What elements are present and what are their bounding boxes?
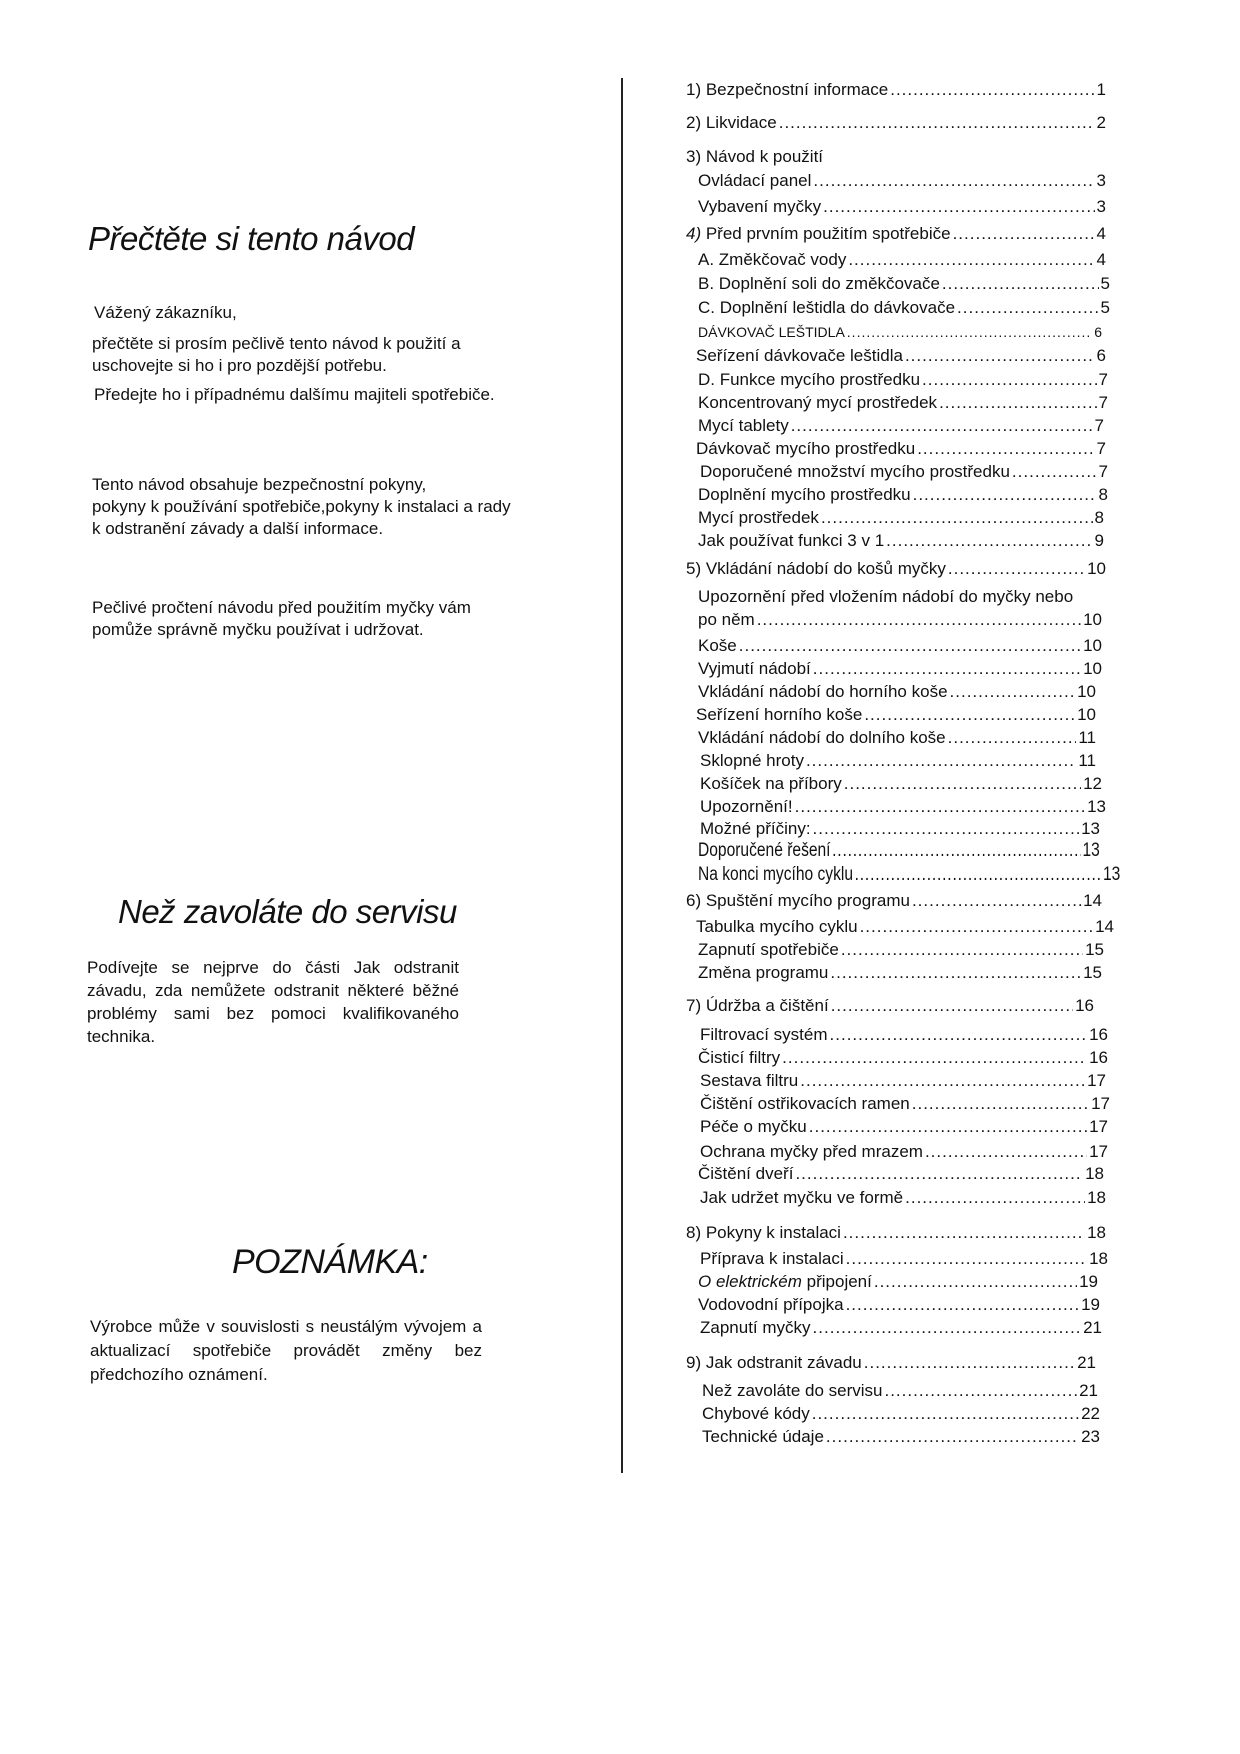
toc-entry-label: 2) Likvidace <box>686 113 777 132</box>
toc-leader-dots <box>795 797 1085 817</box>
intro-line: přečtěte si prosím pečlivě tento návod k použití a <box>92 334 461 353</box>
toc-entry <box>698 1272 1098 1292</box>
toc-leader-dots <box>953 224 1095 244</box>
toc-leader-dots <box>948 559 1085 579</box>
toc-entry-label: A. Změkčovač vody <box>698 250 847 269</box>
toc-entry-label: Filtrovací systém <box>700 1025 828 1044</box>
toc-entry-label: O elektrickém připojení <box>698 1272 872 1291</box>
toc-page-number: 23 <box>1081 1427 1100 1446</box>
toc-leader-dots <box>813 659 1081 679</box>
toc-leader-dots <box>800 1071 1085 1091</box>
toc-page-number: 7 <box>1094 416 1104 435</box>
careful-line: Pečlivé pročtení návodu před použitím myčky vám <box>92 598 471 617</box>
toc-leader-dots <box>847 322 1092 342</box>
toc-leader-dots <box>905 346 1095 366</box>
toc-entry-label: Čisticí filtry <box>698 1048 781 1067</box>
toc-leader-dots <box>950 682 1076 702</box>
toc-leader-dots <box>831 996 1073 1016</box>
toc-entry-label: DÁVKOVAČ LEŠTIDLA <box>698 324 845 340</box>
toc-page-number: 13 <box>1081 819 1100 838</box>
toc-leader-dots <box>1012 462 1097 482</box>
toc-page-number: 5 <box>1100 274 1110 293</box>
toc-entry <box>700 1318 1102 1338</box>
toc-leader-dots <box>846 1249 1087 1269</box>
pass-on-paragraph: Předejte ho i případnému dalšímu majiteli spotřebiče. <box>94 385 495 404</box>
toc-entry <box>700 1094 1110 1114</box>
toc-entry-label: Sestava filtru <box>700 1071 799 1090</box>
toc-page-number: 17 <box>1091 1094 1110 1113</box>
toc-entry-label: Technické údaje <box>702 1427 824 1446</box>
toc-page-number: 17 <box>1087 1071 1106 1090</box>
toc-entry-label: Vkládání nádobí do horního koše <box>698 682 948 701</box>
before-service-heading: Než zavoláte do servisu <box>118 893 457 930</box>
contents-line: k odstranění závady a další informace. <box>92 519 384 538</box>
toc-entry <box>686 80 1106 100</box>
toc-entry <box>698 197 1106 217</box>
toc-page-number: 3 <box>1096 171 1106 190</box>
toc-leader-dots <box>846 1295 1080 1315</box>
toc-entry <box>698 322 1102 342</box>
toc-entry <box>696 917 1114 937</box>
toc-entry <box>698 1295 1100 1315</box>
toc-entry <box>698 841 1100 861</box>
toc-leader-dots <box>942 274 1099 294</box>
toc-page-number: 6 <box>1094 324 1102 340</box>
note-paragraph: Výrobce může v souvislosti s neustálým vývojem a aktualizací spotřebiče provádět změny bez předchozího oznámení. <box>90 1317 482 1384</box>
toc-entry-label: 8) Pokyny k instalaci <box>686 1223 841 1242</box>
toc-entry <box>698 636 1102 656</box>
toc-entry-label: 3) Návod k použití <box>686 147 824 166</box>
toc-page-number: 17 <box>1089 1117 1108 1136</box>
toc-entry <box>702 1381 1098 1401</box>
toc-entry <box>698 485 1108 505</box>
toc-leader-dots <box>884 1381 1077 1401</box>
toc-entry <box>686 113 1106 133</box>
toc-entry-label: D. Funkce mycího prostředku <box>698 370 921 389</box>
toc-entry-label: 5) Vkládání nádobí do košů myčky <box>686 559 946 578</box>
toc-leader-dots <box>917 439 1094 459</box>
toc-page-number: 16 <box>1089 1048 1108 1067</box>
toc-page-number: 11 <box>1078 751 1096 770</box>
toc-page-number: 13 <box>1082 840 1100 861</box>
toc-leader-dots <box>848 250 1094 270</box>
read-manual-heading: Přečtěte si tento návod <box>88 220 415 257</box>
toc-leader-dots <box>841 940 1083 960</box>
toc-page-number: 10 <box>1077 705 1096 724</box>
toc-entry-label: Chybové kódy <box>702 1404 810 1423</box>
toc-leader-dots <box>795 1164 1083 1184</box>
toc-entry <box>686 996 1094 1016</box>
toc-entry-label: Možné příčiny: <box>700 819 811 838</box>
toc-entry <box>700 1188 1106 1208</box>
toc-page-number: 15 <box>1083 963 1102 982</box>
toc-entry <box>698 250 1106 270</box>
careful-reading-paragraph <box>92 597 471 641</box>
toc-entry-label: Doporučené množství mycího prostředku <box>700 462 1010 481</box>
toc-entry <box>698 416 1104 436</box>
toc-leader-dots <box>860 917 1094 937</box>
toc-entry <box>700 774 1102 794</box>
toc-leader-dots <box>957 298 1098 318</box>
toc-page-number: 5 <box>1100 298 1110 317</box>
contents-line: pokyny k používání spotřebiče,pokyny k instalaci a rady <box>92 497 511 516</box>
toc-entry <box>700 751 1096 771</box>
toc-entry-label: Upozornění před vložením nádobí do myčky nebo <box>698 587 1074 606</box>
toc-entry-label: Dávkovač mycího prostředku <box>696 439 916 458</box>
toc-entry <box>700 1025 1108 1045</box>
toc-page-number: 10 <box>1083 636 1102 655</box>
toc-entry <box>698 370 1108 390</box>
toc-entry <box>698 1048 1108 1068</box>
toc-entry <box>698 659 1102 679</box>
toc-leader-dots <box>809 1117 1087 1137</box>
toc-page-number: 10 <box>1083 610 1102 629</box>
toc-page-number: 19 <box>1079 1272 1098 1291</box>
toc-leader-dots <box>813 1318 1082 1338</box>
toc-page-number: 10 <box>1077 682 1096 701</box>
toc-leader-dots <box>779 113 1095 133</box>
toc-leader-dots <box>912 1094 1089 1114</box>
toc-entry-label: 7) Údržba a čištění <box>686 996 829 1015</box>
toc-entry-label: Čištění dveří <box>698 1164 794 1183</box>
toc-page-number: 2 <box>1096 113 1106 132</box>
toc-entry-label: Koncentrovaný mycí prostředek <box>698 393 938 412</box>
toc-entry <box>698 963 1102 983</box>
toc-entry-label-italic: O elektrickém <box>698 1272 802 1291</box>
toc-entry-label: Na konci mycího cyklu <box>698 864 853 885</box>
toc-entry <box>698 587 1073 607</box>
toc-leader-dots <box>813 819 1080 839</box>
toc-entry <box>698 298 1110 318</box>
toc-leader-dots <box>864 1353 1075 1373</box>
toc-leader-dots <box>823 197 1094 217</box>
toc-leader-dots <box>826 1427 1079 1447</box>
toc-page-number: 7 <box>1096 439 1106 458</box>
contents-paragraph <box>92 474 511 540</box>
toc-entry <box>698 171 1106 191</box>
toc-page-number: 7 <box>1098 370 1108 389</box>
toc-entry-label: Než zavoláte do servisu <box>702 1381 883 1400</box>
toc-entry <box>700 1142 1108 1162</box>
toc-page-number: 14 <box>1083 891 1102 910</box>
toc-entry-label: Vyjmutí nádobí <box>698 659 811 678</box>
toc-page-number: 10 <box>1087 559 1106 578</box>
toc-leader-dots <box>922 370 1097 390</box>
toc-page-number: 22 <box>1081 1404 1100 1423</box>
toc-page-number: 4 <box>1096 224 1106 243</box>
toc-entry <box>698 1164 1104 1184</box>
toc-leader-dots <box>912 891 1081 911</box>
toc-page-number: 8 <box>1098 485 1108 504</box>
toc-page-number: 18 <box>1085 1164 1104 1183</box>
note-heading: POZNÁMKA: <box>232 1243 428 1281</box>
toc-entry-label: Zapnutí myčky <box>700 1318 811 1337</box>
toc-leader-dots <box>948 728 1077 748</box>
toc-entry <box>698 610 1102 630</box>
toc-entry-label: Čištění ostřikovacích ramen <box>700 1094 910 1113</box>
contents-line: Tento návod obsahuje bezpečnostní pokyny, <box>92 475 427 494</box>
toc-page-number: 9 <box>1094 531 1104 550</box>
toc-page-number: 15 <box>1085 940 1104 959</box>
toc-entry-label: Seřízení horního koše <box>696 705 863 724</box>
toc-entry-label: Příprava k instalaci <box>700 1249 844 1268</box>
toc-page-number: 7 <box>1098 393 1108 412</box>
toc-page-number: 13 <box>1087 797 1106 816</box>
toc-leader-dots <box>739 636 1081 656</box>
toc-entry <box>700 1071 1106 1091</box>
toc-entry-label: Vybavení myčky <box>698 197 822 216</box>
toc-entry <box>700 819 1100 839</box>
toc-entry-label: 6) Spuštění mycího programu <box>686 891 910 910</box>
toc-entry-label: po něm <box>698 610 755 629</box>
toc-page-number: 14 <box>1095 917 1114 936</box>
toc-entry-label: Seřízení dávkovače leštidla <box>696 346 903 365</box>
toc-entry <box>702 1427 1100 1447</box>
toc-leader-dots <box>813 171 1094 191</box>
toc-entry-label: Ochrana myčky před mrazem <box>700 1142 923 1161</box>
toc-page-number: 4 <box>1096 250 1106 269</box>
toc-entry <box>698 728 1096 748</box>
toc-entry <box>698 274 1110 294</box>
toc-entry-label: Upozornění! <box>700 797 793 816</box>
toc-entry-label: Vkládání nádobí do dolního koše <box>698 728 946 747</box>
toc-page-number: 8 <box>1094 508 1104 527</box>
toc-page-number: 18 <box>1087 1223 1106 1242</box>
toc-entry-label: Zapnutí spotřebiče <box>698 940 839 959</box>
toc-entry-label: Změna programu <box>698 963 829 982</box>
toc-entry <box>700 1249 1108 1269</box>
toc-entry-label: Vodovodní přípojka <box>698 1295 844 1314</box>
column-divider <box>621 78 623 1473</box>
careful-line: pomůže správně myčku používat i udržovat. <box>92 620 424 639</box>
toc-leader-dots <box>855 865 1102 885</box>
toc-leader-dots <box>913 485 1097 505</box>
toc-entry-label: 1) Bezpečnostní informace <box>686 80 889 99</box>
toc-entry-label: Jak používat funkci 3 v 1 <box>698 531 885 550</box>
toc-entry <box>686 1353 1096 1373</box>
toc-entry-label: 9) Jak odstranit závadu <box>686 1353 862 1372</box>
toc-entry <box>686 891 1102 911</box>
toc-page-number: 3 <box>1096 197 1106 216</box>
toc-leader-dots <box>905 1188 1085 1208</box>
toc-leader-dots <box>757 610 1081 630</box>
toc-entry <box>698 682 1096 702</box>
toc-leader-dots <box>864 705 1075 725</box>
toc-page-number: 13 <box>1102 864 1121 885</box>
toc-page-number: 21 <box>1079 1381 1098 1400</box>
toc-entry <box>686 1223 1106 1243</box>
toc-entry-label: Péče o myčku <box>700 1117 807 1136</box>
toc-page-number: 16 <box>1089 1025 1108 1044</box>
greeting: Vážený zákazníku, <box>94 303 237 322</box>
toc-leader-dots <box>832 841 1081 861</box>
toc-leader-dots <box>791 416 1093 436</box>
toc-page-number: 21 <box>1077 1353 1096 1372</box>
toc-page-number: 18 <box>1089 1249 1108 1268</box>
toc-leader-dots <box>939 393 1096 413</box>
toc-entry-label: C. Doplnění leštidla do dávkovače <box>698 298 956 317</box>
toc-page-number: 1 <box>1096 80 1106 99</box>
toc-entry <box>698 940 1104 960</box>
toc-entry <box>698 865 1120 885</box>
toc-entry-label: Koše <box>698 636 737 655</box>
toc-leader-dots <box>890 80 1094 100</box>
toc-entry <box>686 147 823 167</box>
toc-entry-label-italic: 4) <box>686 224 702 243</box>
toc-entry <box>698 393 1108 413</box>
toc-entry <box>696 705 1096 725</box>
toc-leader-dots <box>874 1272 1077 1292</box>
before-service-paragraph: Podívejte se nejprve do části Jak odstranit závadu, zda nemůžete odstranit některé běžné problémy sami bez pomoci kvalifikovaného technika. <box>87 958 459 1046</box>
toc-leader-dots <box>830 963 1081 983</box>
toc-entry <box>700 797 1106 817</box>
toc-page-number: 6 <box>1096 346 1106 365</box>
toc-leader-dots <box>843 1223 1085 1243</box>
toc-entry-label: Doplnění mycího prostředku <box>698 485 911 504</box>
toc-page-number: 19 <box>1081 1295 1100 1314</box>
toc-entry-label: Doporučené řešení <box>698 840 831 861</box>
intro-line: uschovejte si ho i pro pozdější potřebu. <box>92 356 387 375</box>
toc-entry-label: Košíček na příbory <box>700 774 842 793</box>
toc-entry <box>696 346 1106 366</box>
toc-page-number: 18 <box>1087 1188 1106 1207</box>
toc-entry-label: Jak udržet myčku ve formě <box>700 1188 904 1207</box>
toc-page-number: 16 <box>1075 996 1094 1015</box>
toc-leader-dots <box>925 1142 1087 1162</box>
toc-page-number: 17 <box>1089 1142 1108 1161</box>
toc-entry <box>702 1404 1100 1424</box>
toc-entry <box>696 439 1106 459</box>
toc-page-number: 7 <box>1098 462 1108 481</box>
toc-entry-label: Mycí tablety <box>698 416 789 435</box>
toc-entry-label: B. Doplnění soli do změkčovače <box>698 274 940 293</box>
toc-leader-dots <box>844 774 1081 794</box>
toc-leader-dots <box>821 508 1093 528</box>
toc-leader-dots <box>830 1025 1088 1045</box>
toc-entry-label: Tabulka mycího cyklu <box>696 917 858 936</box>
toc-entry-label: Ovládací panel <box>698 171 812 190</box>
toc-entry-label: Sklopné hroty <box>700 751 804 770</box>
toc-leader-dots <box>806 751 1076 771</box>
toc-page-number: 11 <box>1078 728 1096 747</box>
toc-page-number: 21 <box>1083 1318 1102 1337</box>
toc-leader-dots <box>782 1048 1087 1068</box>
toc-leader-dots <box>886 531 1092 551</box>
toc-page-number: 10 <box>1083 659 1102 678</box>
toc-entry <box>700 1117 1108 1137</box>
toc-entry <box>700 462 1108 482</box>
toc-entry <box>686 224 1106 244</box>
toc-entry <box>698 531 1104 551</box>
toc-page-number: 12 <box>1083 774 1102 793</box>
toc-entry-label: Mycí prostředek <box>698 508 819 527</box>
toc-entry <box>686 559 1106 579</box>
toc-leader-dots <box>812 1404 1079 1424</box>
toc-entry <box>698 508 1104 528</box>
toc-entry-label: 4) Před prvním použitím spotřebiče <box>686 224 951 243</box>
intro-paragraph <box>92 333 461 377</box>
